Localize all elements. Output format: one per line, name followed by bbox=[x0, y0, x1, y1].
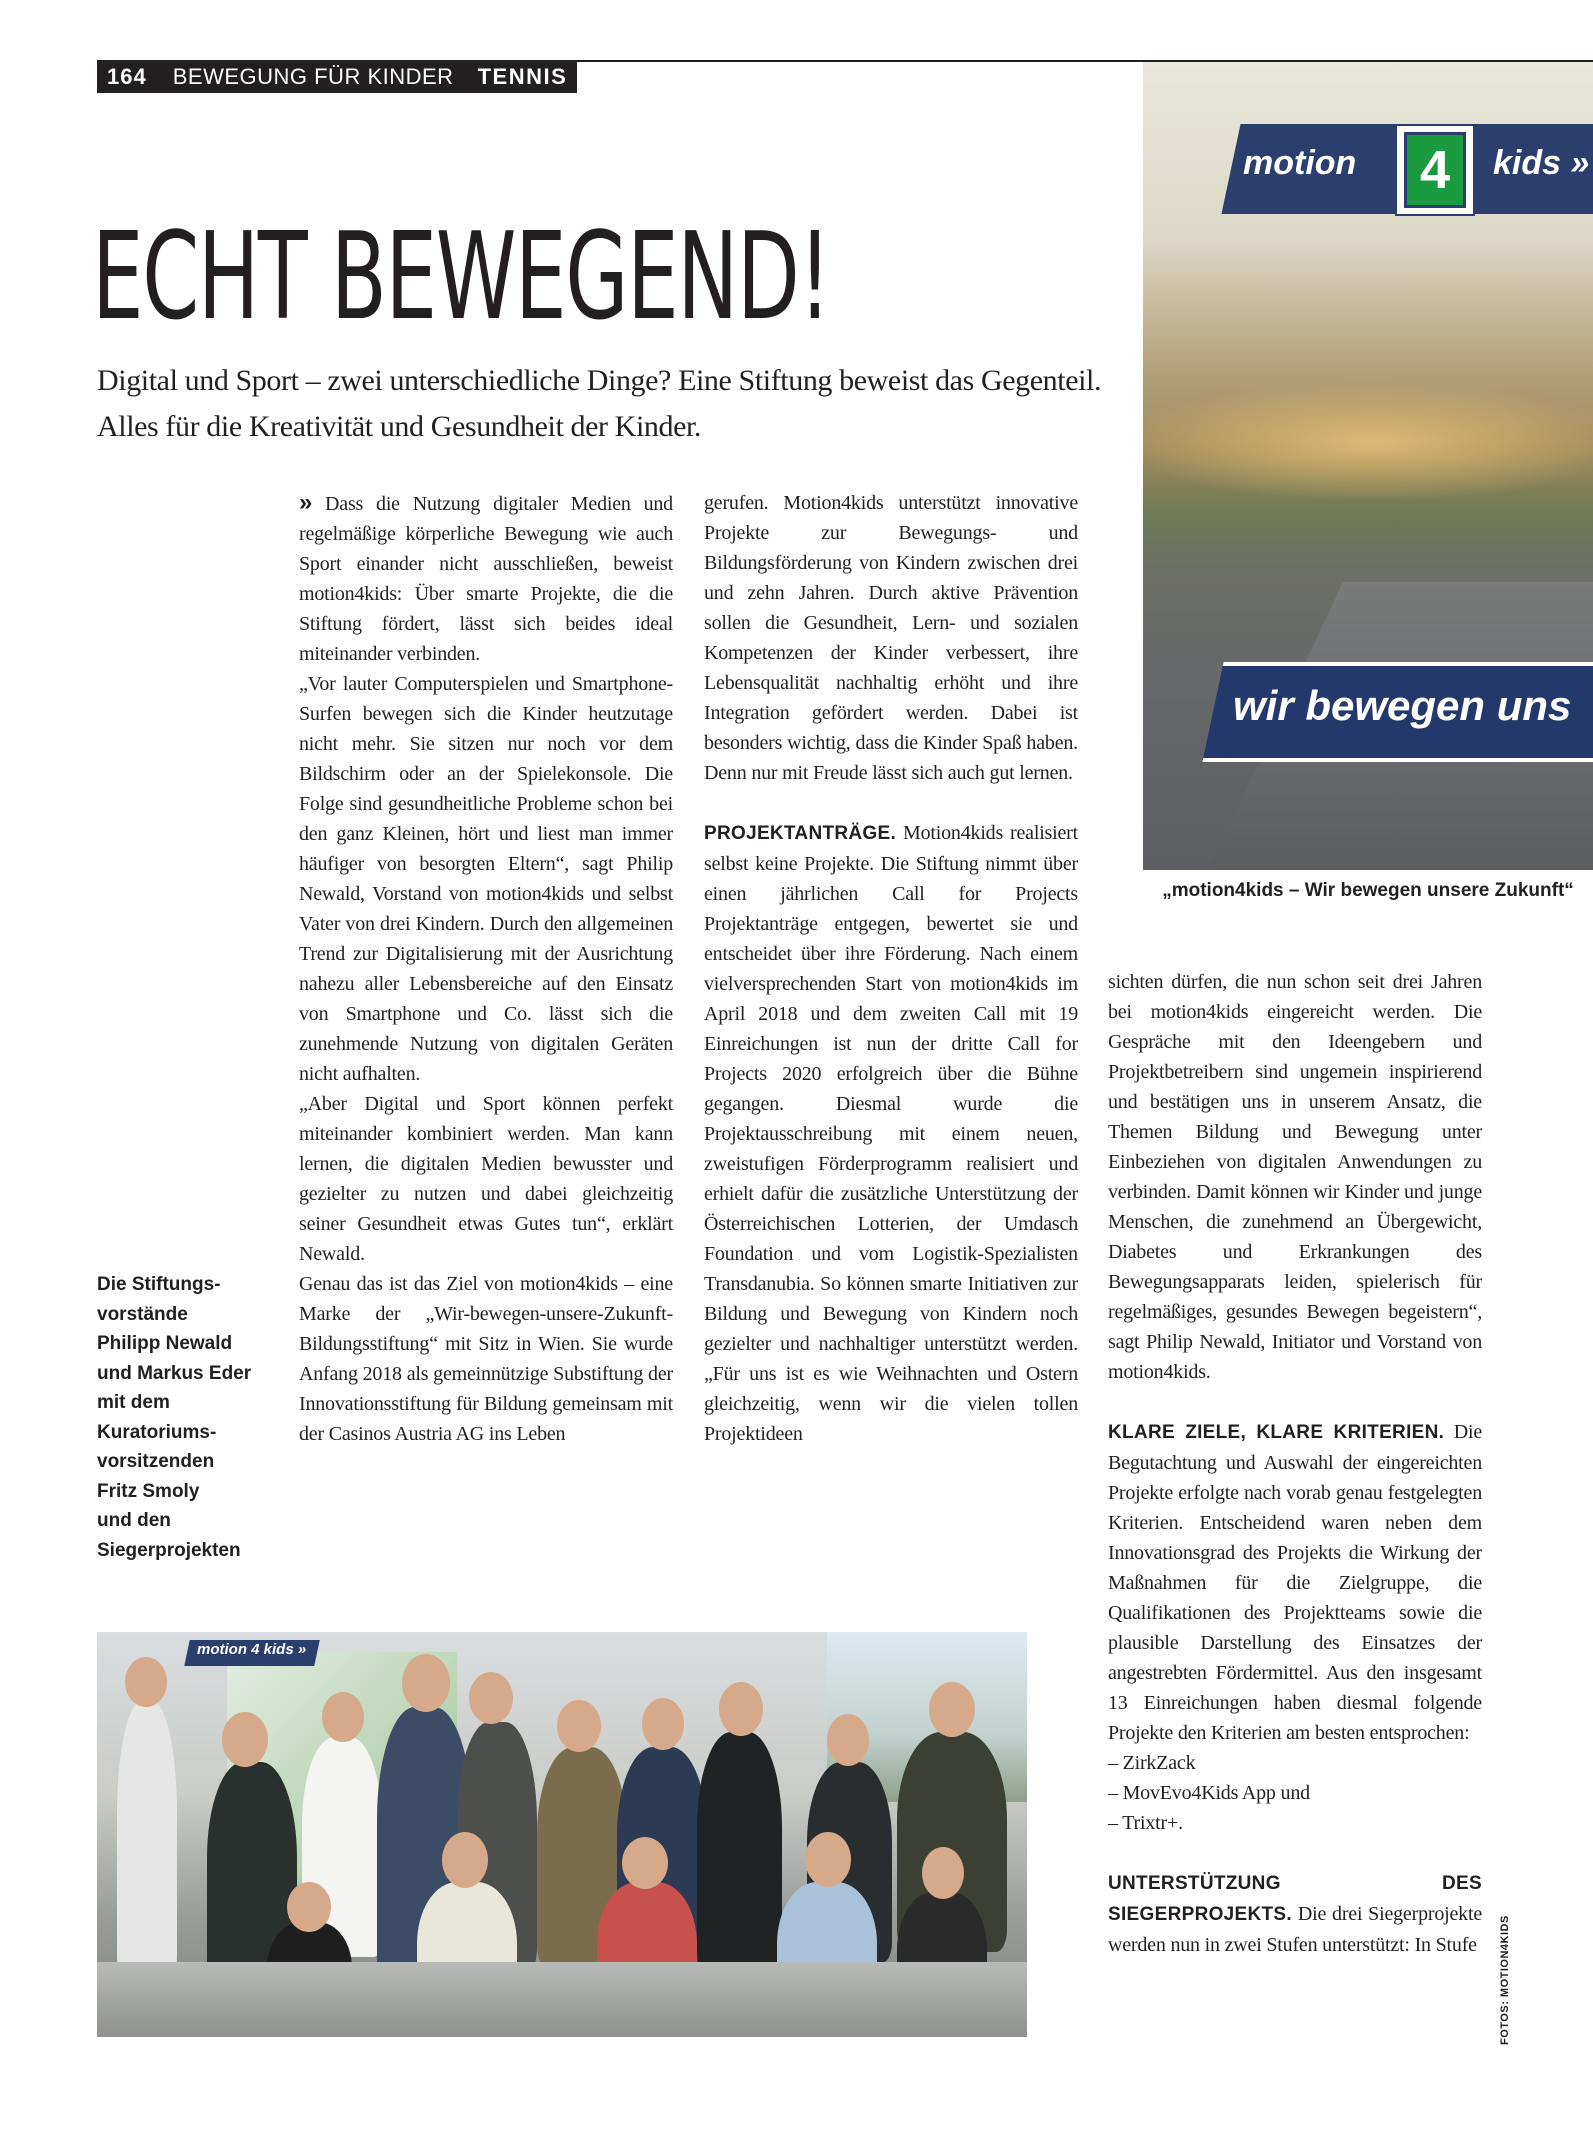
list-item: – ZirkZack bbox=[1108, 1752, 1196, 1774]
list-item: – Trixtr+. bbox=[1108, 1812, 1183, 1834]
article-column-2 bbox=[704, 488, 1078, 1449]
photo-caption-left: Die Stiftungs- vorstände Philipp Newald und Markus Eder mit dem Kuratoriums- vorsitzenden Fritz Smoly und den Siegerprojekten bbox=[97, 1274, 252, 1561]
section-header bbox=[97, 60, 577, 93]
paragraph: gerufen. Motion4kids unterstützt innovative Projekte zur Bewegungs- und Bildungsförderung von Kindern zwischen drei und zehn Jahren. Durch aktive Prävention sollen die Gesundheit, Lern- und sozialen Kompetenzen der Kinder verbessert, ihre Lebensqualität nachhaltig erhöht und ihre Integration gefördert werden. Dabei ist besonders wichtig, dass die Kinder Spaß haben. Denn nur mit Freude lässt sich auch gut lernen. bbox=[704, 492, 1078, 784]
headline: ECHT BEWEGEND! bbox=[92, 208, 830, 347]
logo-text-kids: kids » bbox=[1493, 144, 1590, 182]
paragraph: KLARE ZIELE, KLARE KRITERIEN. Die Begutachtung und Auswahl der eingereichten Projekte erfolgte nach vorab genau festgelegten Kriterien. Entscheidend waren neben dem Innovationsgrad des Projekts die Wirkung der Maßnahmen für die Zielgruppe, die Qualifikationen des Projektteams sowie die plausible Darstellung des Einsatzes der angestrebten Fördermittel. Aus den insgesamt 13 Einreichungen haben diesmal folgende Projekte den Kriterien am besten entsprochen: bbox=[1108, 1421, 1482, 1744]
paragraph: „Vor lauter Computerspielen und Smartphone-Surfen bewegen sich die Kinder heutzutage nicht mehr. Sie sitzen nur noch vor dem Bildschirm oder an der Spielekonsole. Die Folge sind gesundheitliche Probleme schon bei den ganz Kleinen, hört und liest man immer häufiger von besorgten Eltern“, sagt Philip Newald, Vorstand von motion4kids und selbst Vater von drei Kindern. Durch den allgemeinen Trend zur Digitalisierung mit der Ausrichtung nahezu aller Lebensbereiche auf den Einsatz von Smartphone und Co. lässt sich die zunehmende Nutzung von digitalen Geräten nicht aufhalten. bbox=[299, 673, 673, 1085]
paragraph: „Aber Digital und Sport können perfekt miteinander kombiniert werden. Man kann lernen, die digitalen Medien bewusster und gezielter zu nutzen und dabei gleichzeitig seiner Gesundheit etwas Gutes tun“, erklärt Newald. bbox=[299, 1093, 673, 1265]
paragraph: Genau das ist das Ziel von motion4kids – eine Marke der „Wir-bewegen-unsere-Zukunft-Bildungsstiftung“ mit Sitz in Wien. Sie wurde Anfang 2018 als gemeinnützige Substiftung der Innovationsstiftung für Bildung gemeinsam mit der Casinos Austria AG ins Leben bbox=[299, 1273, 673, 1445]
chevron-right-icon: » bbox=[299, 489, 313, 516]
photo-caption-right: „motion4kids – Wir bewegen unsere Zukunft“ bbox=[1162, 880, 1574, 901]
subheading: PROJEKTANTRÄGE. bbox=[704, 823, 897, 844]
table bbox=[97, 1962, 1027, 2037]
subheading: KLARE ZIELE, KLARE KRITERIEN. bbox=[1108, 1422, 1445, 1443]
slogan-text: wir bewegen uns bbox=[1233, 682, 1572, 729]
subheading: UNTERSTÜTZUNG DES SIEGERPROJEKTS. bbox=[1108, 1873, 1482, 1925]
paragraph: PROJEKTANTRÄGE. Motion4kids realisiert selbst keine Projekte. Die Stiftung nimmt über einen jährlichen Call for Projects Projektanträge entgegen, bewertet sie und entscheidet über ihre Förderung. Nach einem vielversprechenden Start von motion4kids im April 2018 und dem zweiten Call mit 19 Einreichungen ist nun der dritte Call for Projects 2020 erfolgreich über die Bühne gegangen. Diesmal wurde die Projektausschreibung mit einem neuen, zweistufigen Förderprogramm realisiert und erhielt dafür die zusätzliche Unterstützung der Österreichischen Lotterien, der Umdasch Foundation und vom Logistik-Spezialisten Transdanubia. So können smarte Initiativen zur Bildung und Bewegung von Kindern noch gezielter und nachhaltiger unterstützt werden. „Für uns ist es wie Weihnachten und Ostern gleichzeitig, wenn wir die vielen tollen Projektideen bbox=[704, 822, 1078, 1445]
lead-paragraph: Digital und Sport – zwei unterschiedliche Dinge? Eine Stiftung beweist das Gegenteil. Alles für die Kreativität und Gesundheit der Kinder. bbox=[97, 364, 1102, 443]
section-label: BEWEGUNG FÜR KINDER bbox=[172, 63, 454, 89]
logo-4-badge: 4 bbox=[1395, 124, 1475, 216]
list-item: – MovEvo4Kids App und bbox=[1108, 1782, 1310, 1804]
article-column-3 bbox=[1108, 967, 1482, 1960]
logo-text-motion: motion bbox=[1243, 144, 1357, 182]
paragraph: sichten dürfen, die nun schon seit drei Jahren bei motion4kids eingereicht werden. Die Gespräche mit den Ideengebern und Projektbetreibern sind ungemein inspirierend und bestätigen uns in unserem Ansatz, die Themen Bildung und Bewegung unter Einbeziehen von digitalen Anwendungen zu verbinden. Damit können wir Kinder und junge Menschen, die zunehmend an Übergewicht, Diabetes und Erkrankungen des Bewegungsapparats leiden, spielerisch für regelmäßiges, gesundes Bewegen begeistern“, sagt Philip Newald, Initiator und Vorstand von motion4kids. bbox=[1108, 971, 1482, 1383]
page-number: 164 bbox=[107, 63, 147, 89]
person bbox=[697, 1732, 782, 1972]
paragraph: UNTERSTÜTZUNG DES SIEGERPROJEKTS. Die drei Siegerprojekte werden nun in zwei Stufen unterstützt: In Stufe bbox=[1108, 1873, 1482, 1956]
category-label: TENNIS bbox=[477, 63, 568, 89]
article-column-1 bbox=[299, 488, 673, 1449]
paragraph: » Dass die Nutzung digitaler Medien und regelmäßige körperliche Bewegung wie auch Sport einander nicht ausschließen, beweist motion4kids: Über smarte Projekte, die die Stiftung fördert, lässt sich beides ideal miteinander verbinden. bbox=[299, 489, 673, 665]
group-photo bbox=[97, 1632, 1027, 2037]
motion4kids-photo bbox=[1143, 62, 1593, 870]
photo-credit: FOTOS: MOTION4KIDS bbox=[1499, 1915, 1511, 2045]
person bbox=[117, 1702, 177, 1982]
photo-logo-text: motion 4 kids » bbox=[197, 1641, 307, 1658]
